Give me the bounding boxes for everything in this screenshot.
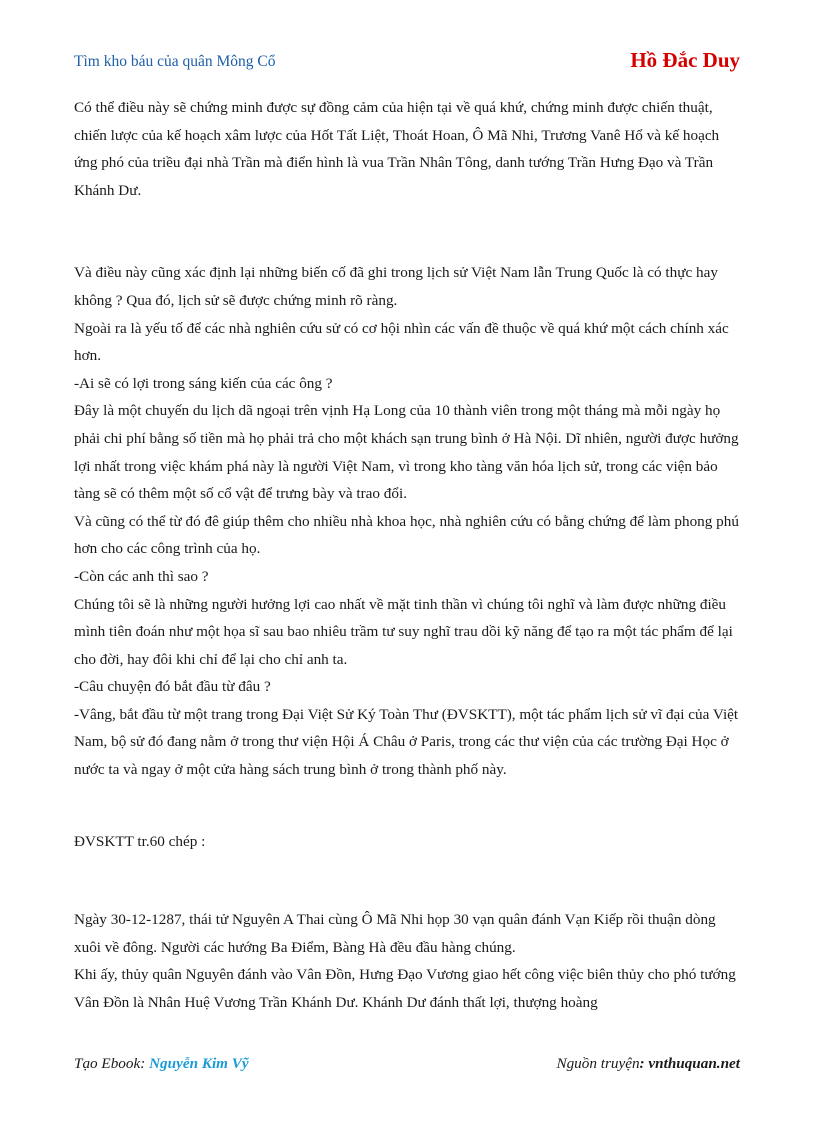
question: -Còn các anh thì sao ? bbox=[74, 567, 209, 585]
spacer bbox=[74, 784, 740, 828]
ebook-label: Tạo Ebook bbox=[74, 1055, 141, 1072]
paragraph: Khi ấy, thủy quân Nguyên đánh vào Vân Đồn, Hưng Đạo Vương giao hết công việc biên thủy cho phó tướng Vân Đồn là Nhân Huệ Vương Trần Khánh Dư. Khánh Dư đánh thất lợi, thượng hoàng bbox=[74, 966, 736, 1012]
paragraph: Đây là một chuyến du lịch dã ngoại trên vịnh Hạ Long của 10 thành viên trong một tháng mà mỗi ngày họ phải chi phí bằng số tiền mà họ phải trả cho một khách sạn trung bình ở Hà Nội. Dĩ nhiên, người được hưởng lợi nhất trong việc khám phá này là người Việt Nam, vì trong kho tàng văn hóa lịch sử, trong các viện bảo tàng sẽ có thêm một số cổ vật để trưng bày và trao đổi. bbox=[74, 402, 739, 503]
source-label: Nguồn truyện bbox=[556, 1055, 640, 1072]
source-credit: Nguồn truyện: vnthuquan.net bbox=[556, 1055, 740, 1072]
paragraph: Ngoài ra là yếu tố để các nhà nghiên cứu sử có cơ hội nhìn các vấn đề thuộc về quá khứ một cách chính xác hơn. bbox=[74, 319, 729, 365]
question: -Ai sẽ có lợi trong sáng kiến của các ông ? bbox=[74, 374, 333, 392]
author-name: Hồ Đắc Duy bbox=[630, 48, 740, 72]
book-title: Tìm kho báu của quân Mông Cổ bbox=[74, 53, 276, 70]
paragraph: Ngày 30-12-1287, thái tử Nguyên A Thai cùng Ô Mã Nhi họp 30 vạn quân đánh Vạn Kiếp rồi thuận dòng xuôi về đông. Người các hướng Ba Điểm, Bàng Hà đều đầu hàng chúng. bbox=[74, 911, 716, 956]
question: -Câu chuyện đó bắt đầu từ đâu ? bbox=[74, 678, 271, 696]
page-header bbox=[74, 48, 740, 78]
paragraph: Chúng tôi sẽ là những người hưởng lợi cao nhất về mặt tinh thần vì chúng tôi nghĩ và làm được những điều mình tiên đoán như một họa sĩ sau bao nhiêu trầm tư suy nghĩ trau dồi kỹ năng để tạo ra một tác phẩm để lại cho đời, hay đôi khi chỉ để lại cho chỉ anh ta. bbox=[74, 595, 733, 668]
paragraph: -Vâng, bắt đầu từ một trang trong Đại Việt Sử Ký Toàn Thư (ĐVSKTT), một tác phẩm lịch sử vĩ đại của Việt Nam, bộ sử đó đang nằm ở trong thư viện Hội Á Châu ở Paris, trong các thư viện của các trường Đại Học ở nước ta và ngay ở một cửa hàng sách trung bình ở trong thành phố này. bbox=[74, 705, 739, 779]
citation-line: ĐVSKTT tr.60 chép : bbox=[74, 832, 206, 850]
source-site: vnthuquan.net bbox=[648, 1055, 740, 1072]
ebook-credit: Tạo Ebook: Nguyễn Kim Vỹ bbox=[74, 1055, 249, 1072]
spacer bbox=[74, 204, 740, 259]
ebook-creator-name: Nguyễn Kim Vỹ bbox=[149, 1055, 249, 1072]
spacer bbox=[74, 855, 740, 906]
paragraph: Và cũng có thể từ đó đê giúp thêm cho nhiều nhà khoa học, nhà nghiên cứu có bằng chứng để làm phong phú hơn cho các công trình của họ. bbox=[74, 512, 739, 558]
page-footer bbox=[74, 1055, 740, 1077]
page-body bbox=[74, 94, 740, 1017]
paragraph: Và điều này cũng xác định lại những biến cố đã ghi trong lịch sử Việt Nam lẫn Trung Quốc là có thực hay không ? Qua đó, lịch sử sẽ được chứng minh rõ ràng. bbox=[74, 264, 718, 309]
paragraph: Có thể điều này sẽ chứng minh được sự đồng cảm của hiện tại về quá khứ, chứng minh được chiến thuật, chiến lược của kế hoạch xâm lược của Hốt Tất Liệt, Thoát Hoan, Ô Mã Nhi, Trương Vanê Hổ và kế hoạch ứng phó của triều đại nhà Trần mà điển hình là vua Trần Nhân Tông, danh tướng Trần Hưng Đạo và Trần Khánh Dư. bbox=[74, 99, 720, 199]
